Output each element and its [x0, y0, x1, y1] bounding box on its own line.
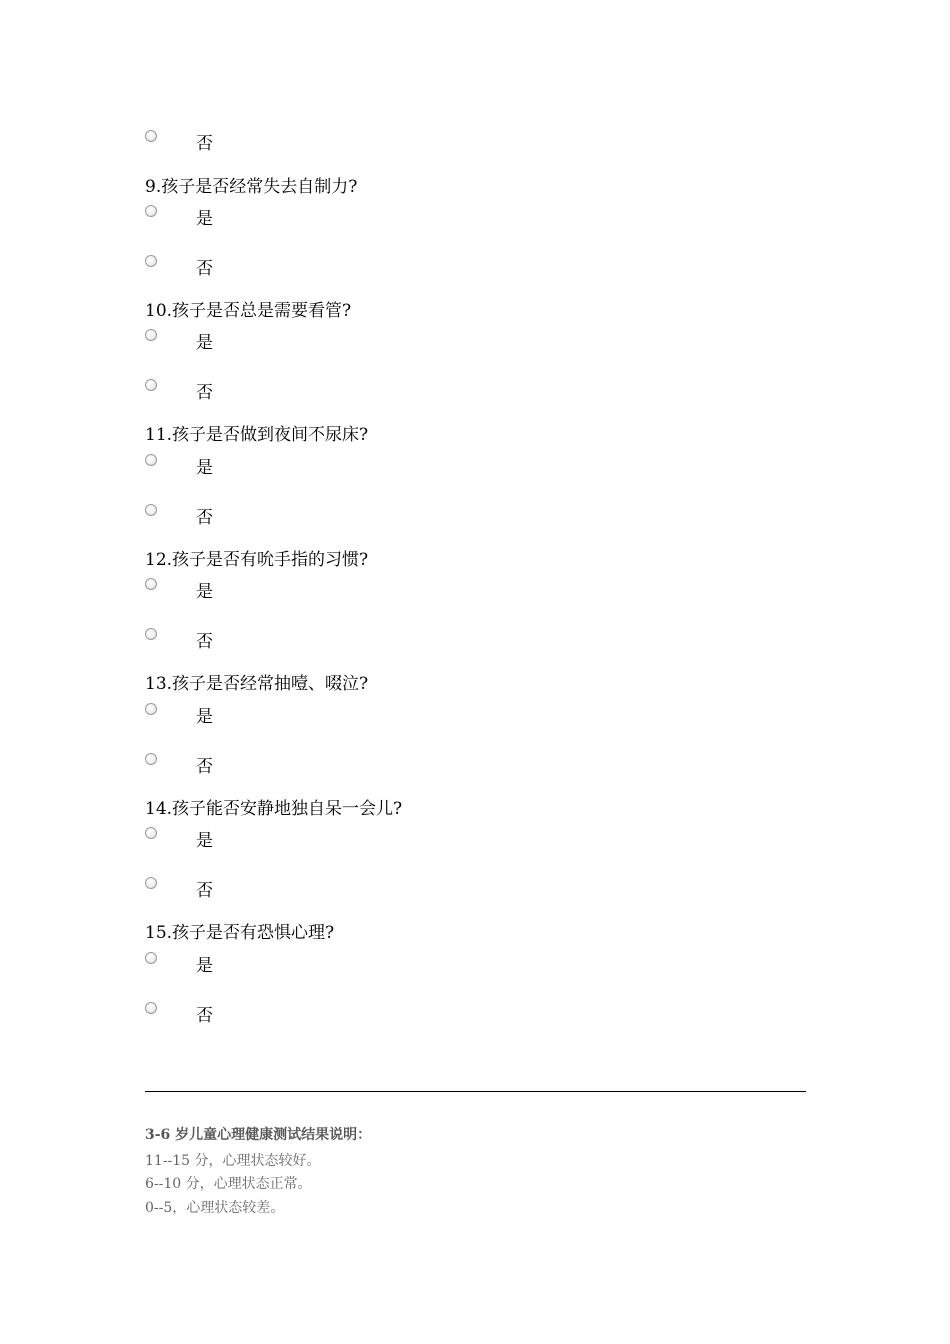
- q8-option-no[interactable]: [145, 130, 445, 154]
- question-15: 15.孩子是否有恐惧心理?: [145, 923, 335, 943]
- results-title: 3-6 岁儿童心理健康测试结果说明：: [145, 1127, 372, 1143]
- result-line-normal: 6--10 分，心理状态正常。: [145, 1176, 312, 1192]
- radio-button[interactable]: [145, 877, 157, 889]
- option-label: 是: [196, 831, 213, 851]
- radio-button[interactable]: [145, 130, 157, 142]
- option-label: 是: [196, 458, 213, 478]
- option-label: 否: [196, 508, 213, 528]
- q10-option-no[interactable]: [145, 379, 445, 403]
- q13-option-no[interactable]: [145, 753, 445, 777]
- section-divider: [145, 1091, 806, 1092]
- radio-button[interactable]: [145, 255, 157, 267]
- radio-button[interactable]: [145, 952, 157, 964]
- option-label: 否: [196, 1006, 213, 1026]
- radio-button[interactable]: [145, 1002, 157, 1014]
- option-label: 否: [196, 757, 213, 777]
- option-label: 是: [196, 333, 213, 353]
- radio-button[interactable]: [145, 379, 157, 391]
- option-label: 是: [196, 956, 213, 976]
- radio-button[interactable]: [145, 753, 157, 765]
- option-label: 否: [196, 259, 213, 279]
- question-13: 13.孩子是否经常抽噎、啜泣?: [145, 674, 369, 694]
- radio-button[interactable]: [145, 578, 157, 590]
- option-label: 否: [196, 881, 213, 901]
- q10-option-yes[interactable]: [145, 329, 445, 353]
- q14-option-no[interactable]: [145, 877, 445, 901]
- question-9: 9.孩子是否经常失去自制力?: [145, 177, 358, 197]
- radio-button[interactable]: [145, 205, 157, 217]
- radio-button[interactable]: [145, 703, 157, 715]
- q9-option-no[interactable]: [145, 255, 445, 279]
- q11-option-no[interactable]: [145, 504, 445, 528]
- option-label: 否: [196, 383, 213, 403]
- q11-option-yes[interactable]: [145, 454, 445, 478]
- radio-button[interactable]: [145, 329, 157, 341]
- question-14: 14.孩子能否安静地独自呆一会儿?: [145, 799, 403, 819]
- result-line-low: 0--5，心理状态较差。: [145, 1200, 285, 1216]
- q12-option-no[interactable]: [145, 628, 445, 652]
- question-12: 12.孩子是否有吮手指的习惯?: [145, 550, 369, 570]
- option-label: 否: [196, 632, 213, 652]
- question-10: 10.孩子是否总是需要看管?: [145, 301, 352, 321]
- q15-option-yes[interactable]: [145, 952, 445, 976]
- q9-option-yes[interactable]: [145, 205, 445, 229]
- result-line-high: 11--15 分，心理状态较好。: [145, 1153, 321, 1169]
- q12-option-yes[interactable]: [145, 578, 445, 602]
- radio-button[interactable]: [145, 454, 157, 466]
- radio-button[interactable]: [145, 628, 157, 640]
- option-label: 否: [196, 134, 213, 154]
- radio-button[interactable]: [145, 827, 157, 839]
- q13-option-yes[interactable]: [145, 703, 445, 727]
- option-label: 是: [196, 582, 213, 602]
- question-11: 11.孩子是否做到夜间不尿床?: [145, 425, 369, 445]
- option-label: 是: [196, 209, 213, 229]
- option-label: 是: [196, 707, 213, 727]
- q14-option-yes[interactable]: [145, 827, 445, 851]
- q15-option-no[interactable]: [145, 1002, 445, 1026]
- radio-button[interactable]: [145, 504, 157, 516]
